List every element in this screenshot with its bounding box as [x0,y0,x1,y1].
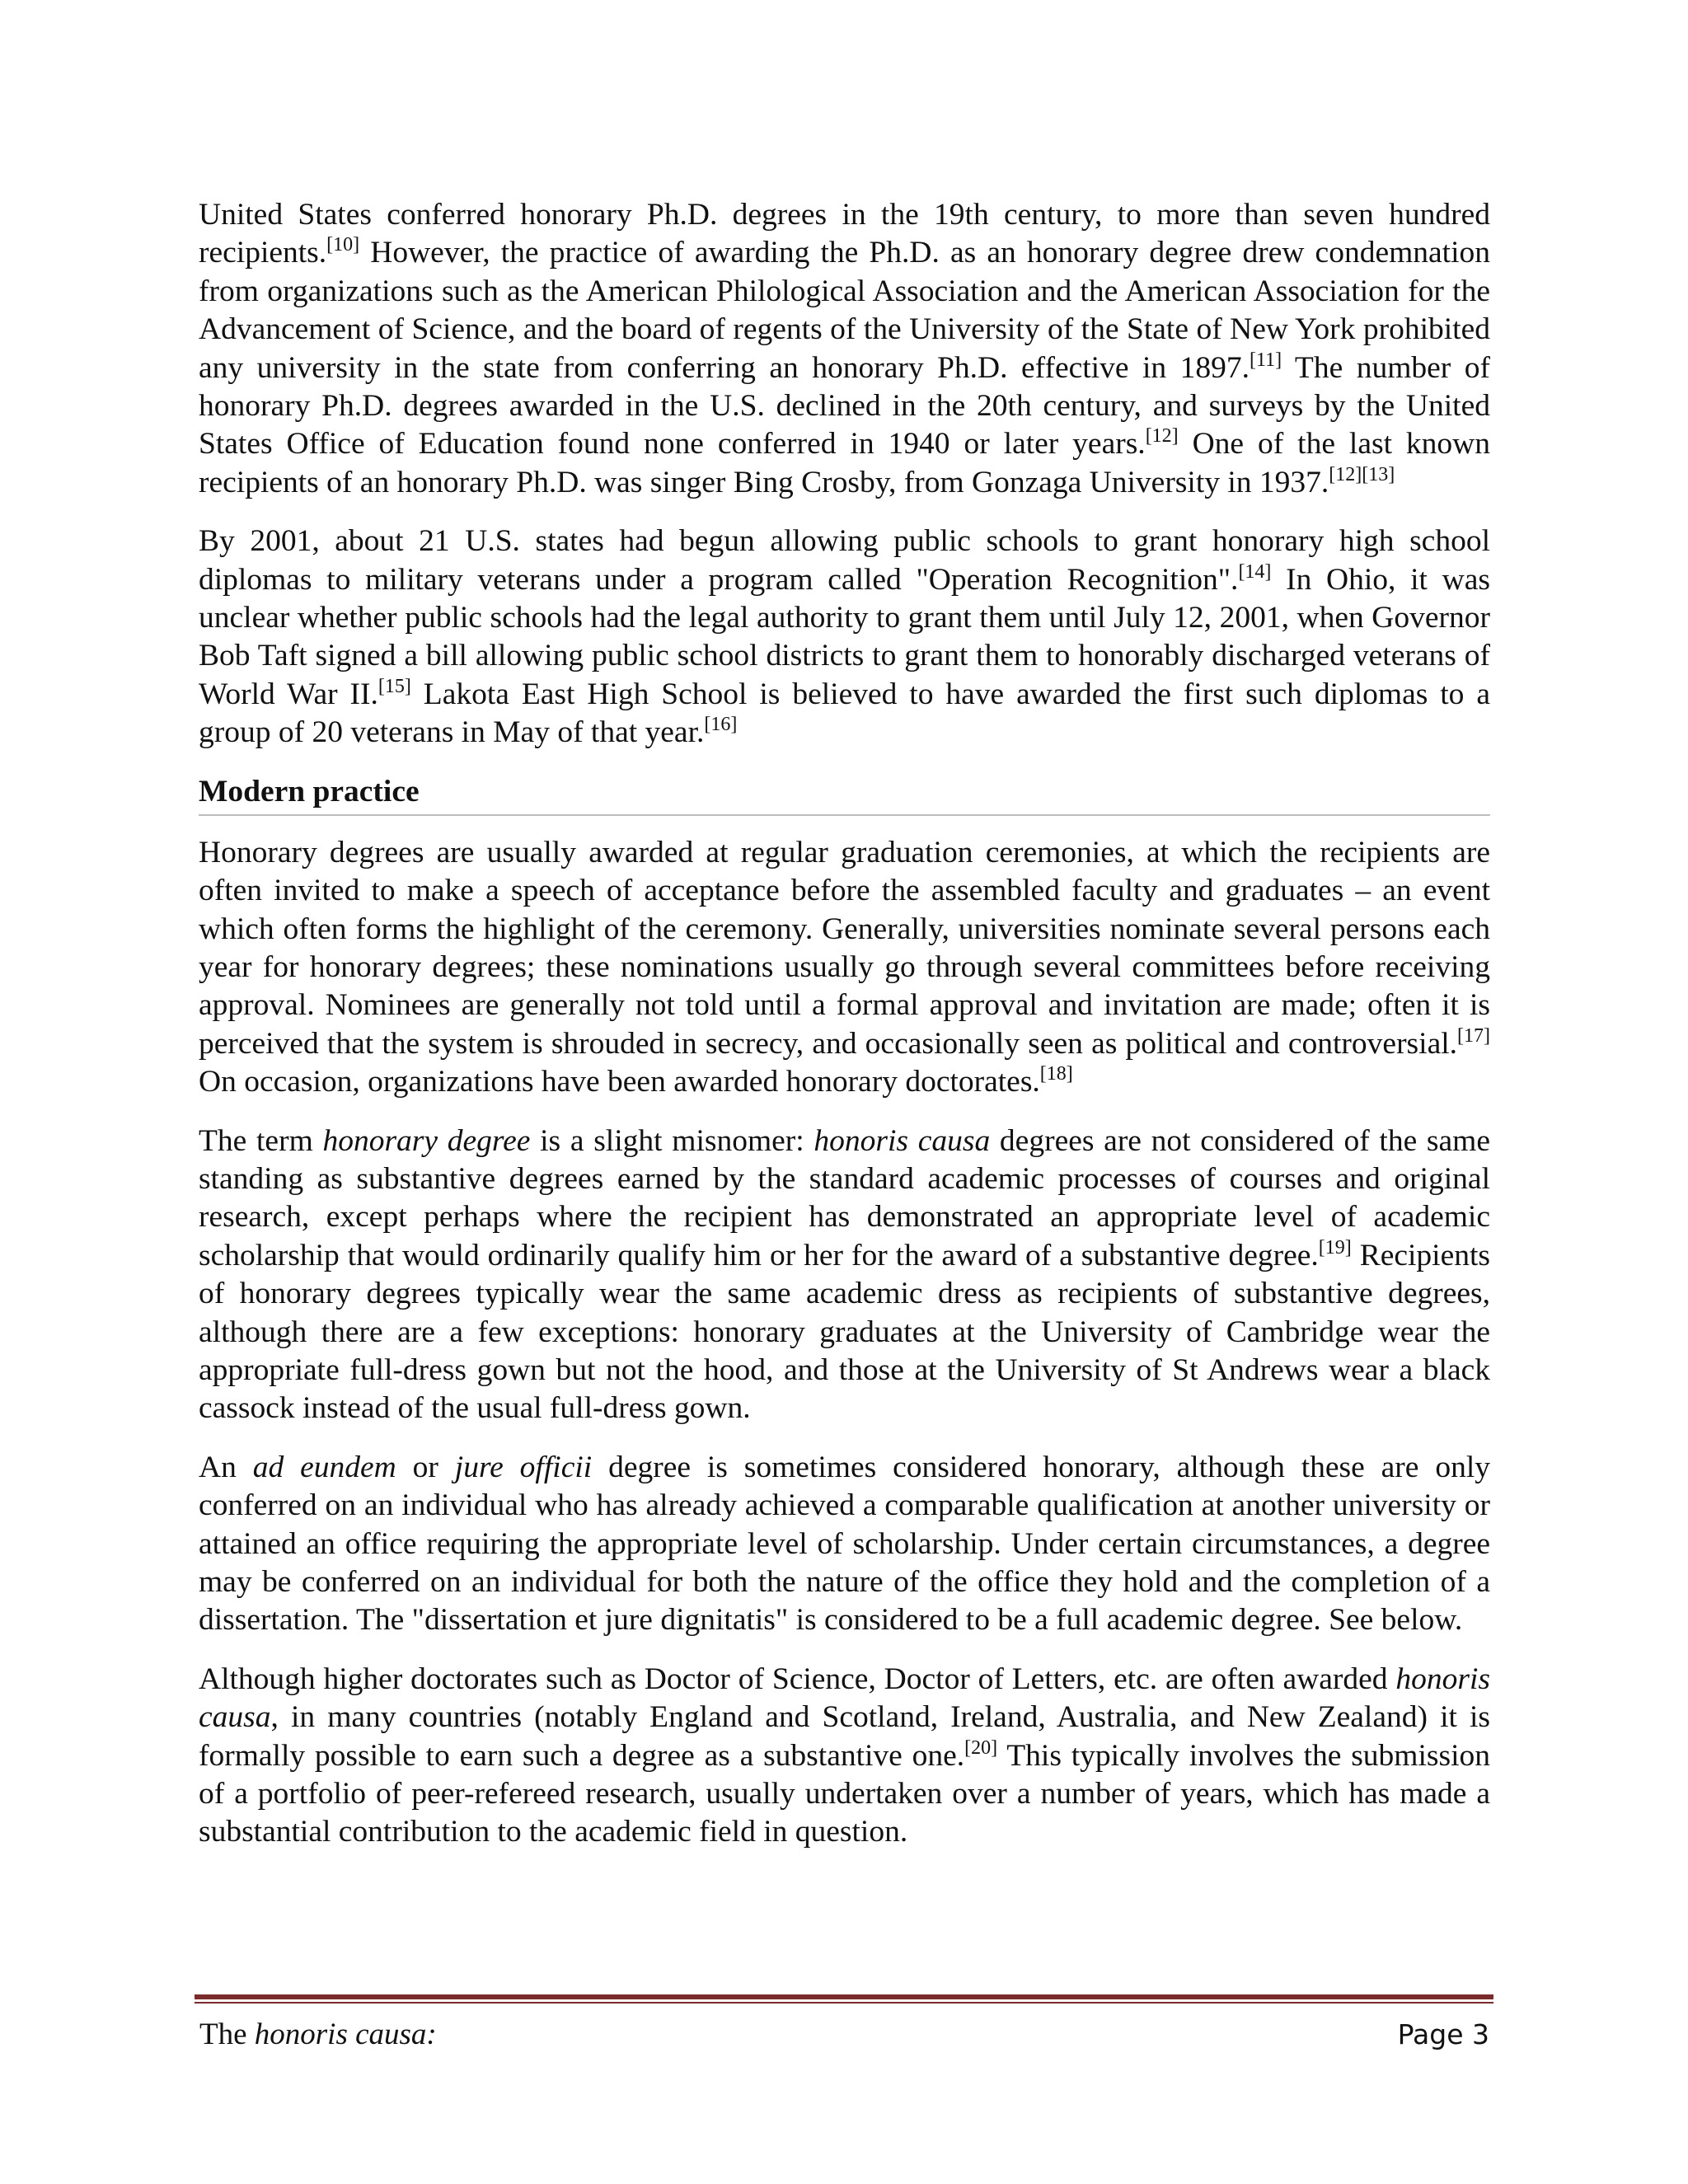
citation-14[interactable]: [14] [1238,560,1272,583]
italic-term: jure officii [454,1450,593,1484]
footer-title [199,2017,437,2052]
footer-rule-thin [195,2002,1493,2004]
text-run: Recipients of honorary degrees typically wear the same academic dress as recipients of substantive degrees, although there are a few exceptions: honorary graduates at the University of Cambridge wear the appropriate full-dress gown but not the hood, and those at the University of St Andrews wear a black cassock instead of the usual full-dress gown. [199,1238,1490,1426]
text-run: On occasion, organizations have been awarded honorary doctorates. [199,1065,1040,1099]
footer-title-prefix: The [199,2018,255,2051]
italic-term: honorary degree [322,1123,531,1158]
heading-divider [199,814,1490,816]
italic-term: honoris causa [814,1123,991,1158]
paragraph-misnomer [199,1122,1490,1428]
text-run: degree is sometimes considered honorary, although these are only conferred on an individual who has already achieved a comparable qualification at another university or attained an office requiring the appropriate level of scholarship. Under certain circumstances, a degree may be conferred on an individual for both the nature of the office they hold and the completion of a dissertation. The "dissertation et jure dignitatis" is considered to be a full academic degree. See below. [199,1450,1490,1638]
footer-title-italic: honoris causa: [254,2018,437,2051]
text-run: Honorary degrees are usually awarded at regular graduation ceremonies, at which the recipients are often invited to make a speech of acceptance before the assembled faculty and graduates – an event which often forms the highlight of the ceremony. Generally, universities nominate several persons each year for honorary degrees; these nominations usually go through several committees before receiving approval. Nominees are generally not told until a formal approval and invitation are made; often it is perceived that the system is shrouded in secrecy, and occasionally seen as political and controversial. [199,835,1490,1061]
text-run: , in many countries (notably England and Scotland, Ireland, Australia, and New Zealand) it is formally possible to earn such a degree as a substantive one. [199,1700,1490,1773]
paragraph-honorary-phd-history [199,196,1490,502]
text-run: By 2001, about 21 U.S. states had begun allowing public schools to grant honorary high school diplomas to military veterans under a program called "Operation Recognition". [199,524,1490,597]
text-run: Although higher doctorates such as Doctor of Science, Doctor of Letters, etc. are often awarded [199,1661,1396,1696]
page-number: Page 3 [1397,2018,1489,2050]
citation-12[interactable]: [12] [1145,425,1179,448]
footer-rule [195,1994,1493,1999]
italic-term: honoris causa [199,1661,1490,1735]
citation-20[interactable]: [20] [964,1736,998,1759]
text-run: An [199,1450,253,1484]
citation-11[interactable]: [11] [1250,349,1282,371]
citation-16[interactable]: [16] [704,714,738,736]
paragraph-operation-recognition [199,523,1490,752]
section-heading-modern-practice: Modern practice [199,774,420,808]
text-run: This typically involves the submission of a portfolio of peer-refereed research, usually undertaken over a number of years, which has made a substantial contribution to the academic field in question. [199,1738,1490,1849]
citation-15[interactable]: [15] [377,675,411,697]
footer-row [195,2017,1493,2052]
paragraph-higher-doctorates [199,1661,1490,1852]
text-run: In Ohio, it was unclear whether public schools had the legal authority to grant them until July 12, 2001, when Governor Bob Taft signed a bill allowing public school districts to grant them to honorably discharged veterans of World War II. [199,562,1490,711]
text-run: The number of honorary Ph.D. degrees awarded in the U.S. declined in the 20th century, and surveys by the United States Office of Education found none conferred in 1940 or later years. [199,350,1490,462]
text-run: United States conferred honorary Ph.D. degrees in the 19th century, to more than seven hundred recipients. [199,198,1490,270]
document-body [199,196,1490,1872]
italic-term: ad eundem [252,1450,396,1484]
text-run: is a slight misnomer: [530,1123,814,1158]
text-run: The term [199,1123,323,1158]
citation-18[interactable]: [18] [1039,1063,1073,1085]
paragraph-ad-eundem [199,1449,1490,1640]
citation-10[interactable]: [10] [326,234,360,256]
citation-17[interactable]: [17] [1457,1024,1490,1047]
citation-12-13[interactable]: [12][13] [1329,463,1395,485]
citation-19[interactable]: [19] [1318,1236,1352,1258]
text-run: One of the last known recipients of an honorary Ph.D. was singer Bing Crosby, from Gonzaga University in 1937. [199,427,1490,499]
text-run: degrees are not considered of the same standing as substantive degrees earned by the standard academic processes of courses and original research, except perhaps where the recipient has demonstrated an appropriate level of academic scholarship that would ordinarily qualify him or her for the award of a substantive degree. [199,1123,1490,1272]
paragraph-graduation-ceremonies [199,834,1490,1102]
text-run: However, the practice of awarding the Ph.D. as an honorary degree drew condemnation from organizations such as the American Philological Association and the American Association for the Advancement of Science, and the board of regents of the University of the State of New York prohibited any university in the state from conferring an honorary Ph.D. effective in 1897. [199,236,1490,385]
page-footer [195,1994,1493,2052]
text-run: or [396,1450,455,1484]
text-run: Lakota East High School is believed to have awarded the first such diplomas to a group of 20 veterans in May of that year. [199,677,1490,750]
